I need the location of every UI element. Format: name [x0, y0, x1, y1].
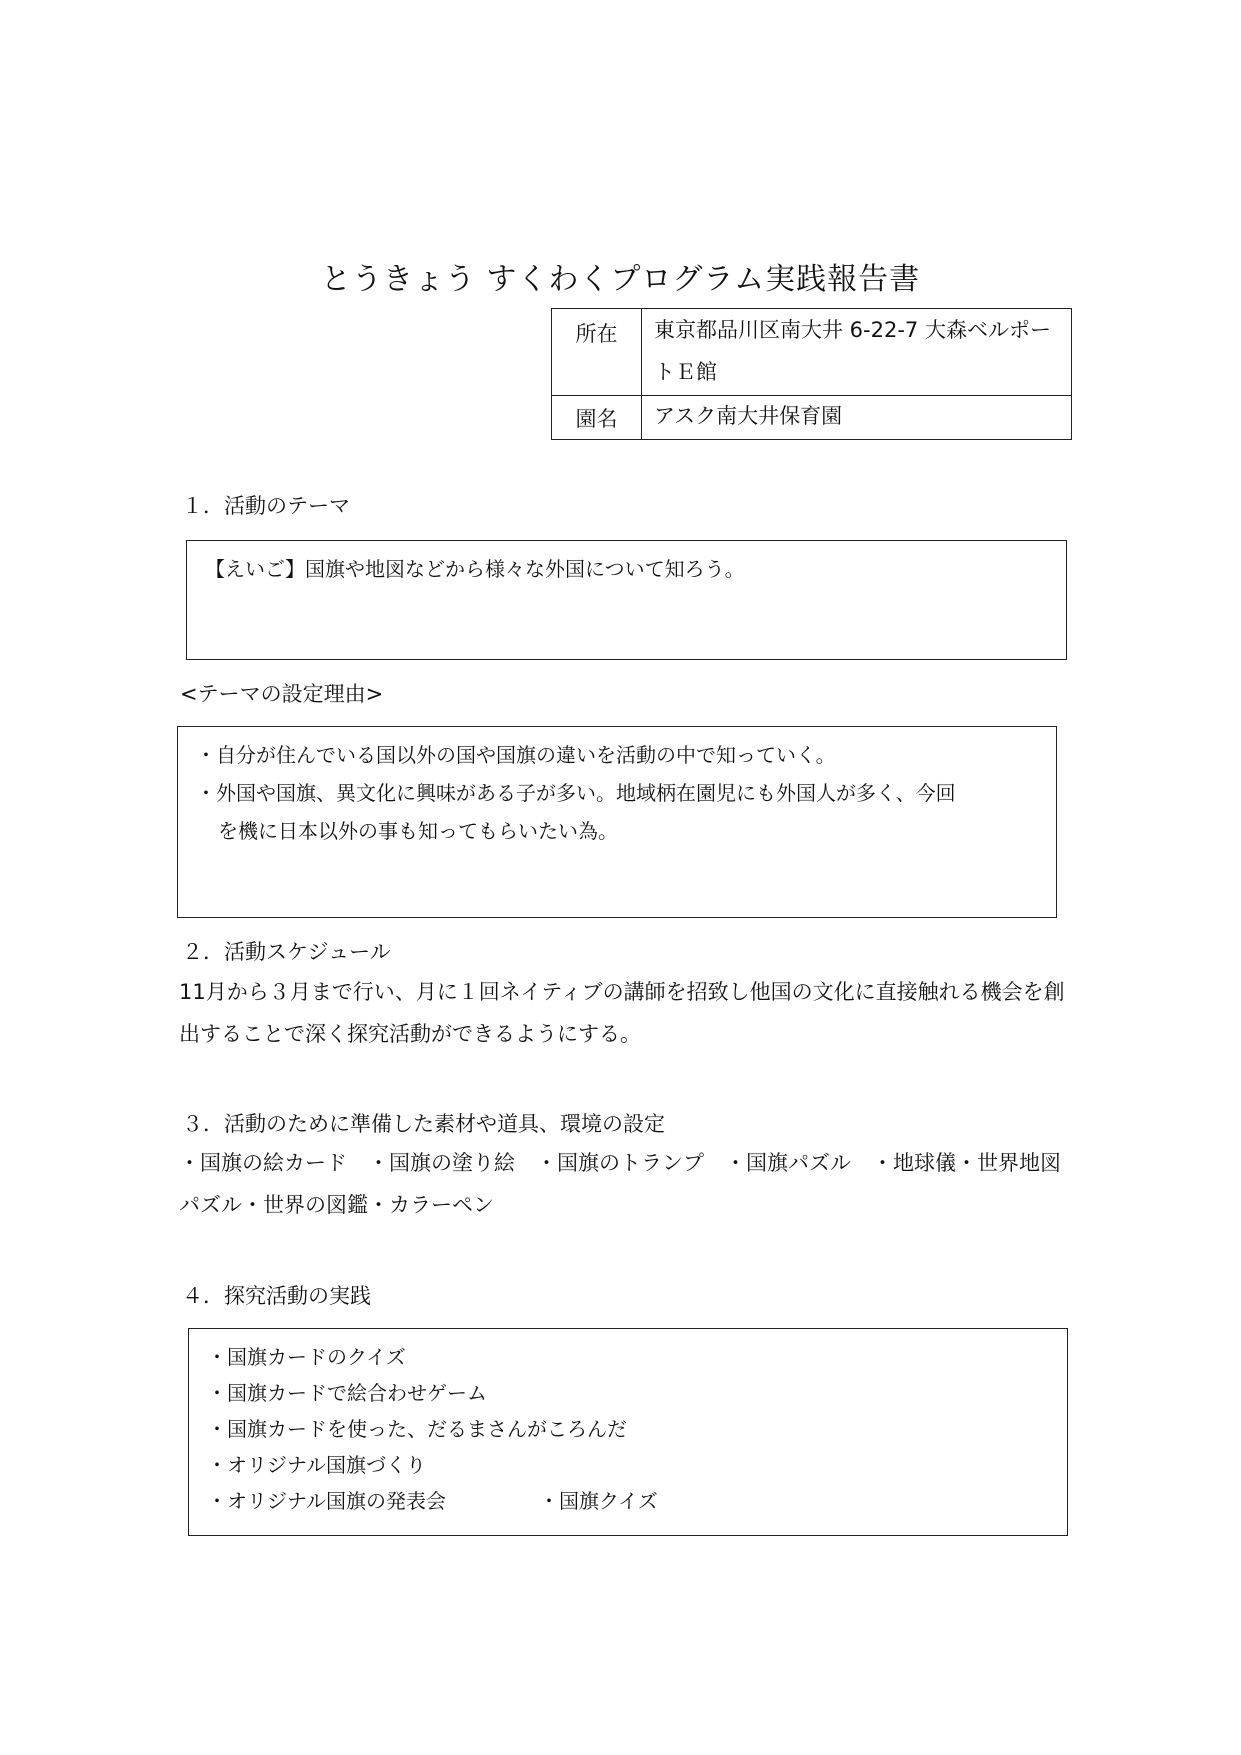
reason-heading: <テーマの設定理由> — [180, 682, 384, 706]
info-row-name — [552, 395, 1071, 439]
practice-item: ・国旗カードのクイズ — [207, 1345, 406, 1369]
practice-item: ・オリジナル国旗づくり — [207, 1453, 426, 1477]
schedule-text: 11月から３月まで行い、月に１回ネイティブの講師を招致し他国の文化に直接触れる機会を創出することで深く探究活動ができるようにする。 — [179, 980, 1065, 1046]
section4-heading: ４．探究活動の実践 — [182, 1284, 371, 1308]
practice-item: ・国旗クイズ — [539, 1489, 658, 1513]
practice-box — [188, 1328, 1068, 1536]
name-value: アスク南大井保育園 — [654, 404, 843, 428]
page-title: とうきょう すくわくプログラム実践報告書 — [320, 262, 921, 297]
theme-text: 【えいご】国旗や地図などから様々な外国について知ろう。 — [205, 557, 745, 581]
practice-item: ・国旗カードで絵合わせゲーム — [207, 1381, 487, 1405]
theme-box — [186, 540, 1067, 660]
practice-item: ・国旗カードを使った、だるまさんがころんだ — [207, 1417, 627, 1441]
section1-heading: １．活動のテーマ — [182, 494, 350, 518]
location-label: 所在 — [552, 309, 642, 395]
reason-line: ・外国や国旗、異文化に興味がある子が多い。地域柄在園児にも外国人が多く、今回 — [196, 781, 956, 805]
reason-line: を機に日本以外の事も知ってもらいたい為。 — [218, 819, 618, 843]
section3-heading: ３．活動のために準備した素材や道具、環境の設定 — [182, 1112, 665, 1136]
info-row-location — [552, 309, 1071, 396]
location-value: 東京都品川区南大井 6-22-7 大森ベルポートＥ館 — [654, 318, 1051, 384]
info-table — [551, 308, 1072, 440]
name-label: 園名 — [552, 395, 642, 439]
section2-heading: ２．活動スケジュール — [182, 940, 391, 964]
reason-line: ・自分が住んでいる国以外の国や国旗の違いを活動の中で知っていく。 — [196, 743, 836, 767]
practice-item: ・オリジナル国旗の発表会 — [207, 1489, 446, 1513]
reason-box — [177, 726, 1057, 918]
materials-text: ・国旗の絵カード ・国旗の塗り絵 ・国旗のトランプ ・国旗パズル ・地球儀・世界地図パズル・世界の図鑑・カラーペン — [179, 1151, 1061, 1217]
